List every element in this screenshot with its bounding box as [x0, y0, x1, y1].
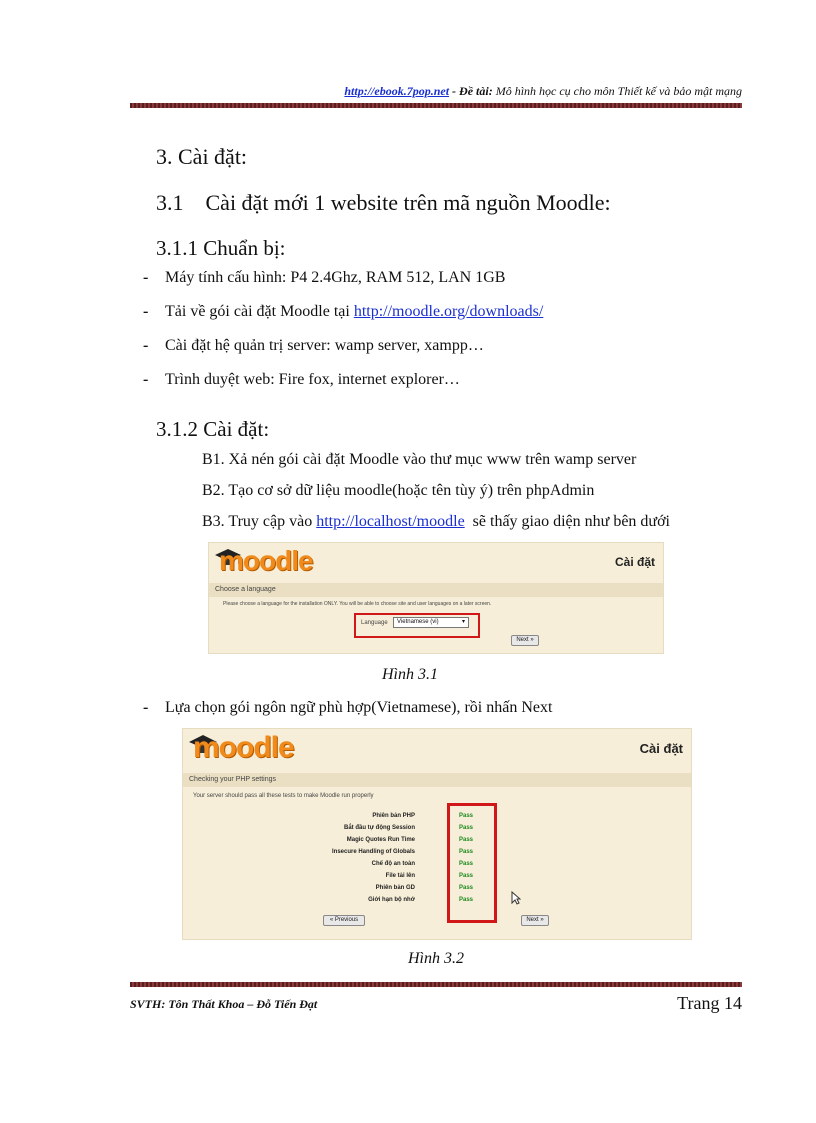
bullet-dash: - [143, 337, 149, 354]
figure-3-1-screenshot [208, 542, 664, 654]
check-status: Pass [459, 897, 474, 903]
check-label: File tải lên [385, 873, 415, 879]
check-label: Phiên bản GD [375, 885, 415, 891]
header-topic-label: Đề tài: [459, 84, 493, 98]
check-status: Pass [459, 837, 474, 843]
step-b3-suffix: sẽ thấy giao diện như bên dưới [464, 513, 670, 530]
page-number: Trang 14 [677, 993, 742, 1013]
mouse-cursor-icon [511, 891, 521, 905]
check-status: Pass [459, 861, 474, 867]
list-item-text: Máy tính cấu hình: P4 2.4Ghz, RAM 512, LAN 1GB [165, 269, 506, 286]
figure-3-2-caption: Hình 3.2 [408, 950, 464, 967]
figure-1-band [209, 583, 663, 597]
heading-3-1: 3.1 Cài đặt mới 1 website trên mã nguồn Moodle: [156, 190, 611, 215]
list-item [143, 699, 552, 717]
check-status: Pass [459, 873, 474, 879]
bullet-dash: - [143, 269, 149, 286]
heading-3-1-2: 3.1.2 Cài đặt: [156, 417, 270, 441]
header-url-link[interactable]: http://ebook.7pop.net [344, 84, 450, 98]
step-b2: B2. Tạo cơ sở dữ liệu moodle(hoặc tên tùy ý) trên phpAdmin [202, 482, 595, 499]
figure-2-band [183, 773, 691, 787]
figure-2-instruction: Your server should pass all these tests to make Moodle run properly [193, 793, 374, 799]
footer-author: SVTH: Tôn Thất Khoa – Đỗ Tiến Đạt [130, 997, 318, 1011]
heading-3-1-1: 3.1.1 Chuẩn bị: [156, 236, 286, 260]
figure-3-2-screenshot [182, 728, 692, 940]
list-item-text: Trình duyệt web: Fire fox, internet explorer… [165, 371, 460, 388]
list-item [143, 337, 484, 355]
figure-1-title: Cài đặt [614, 555, 655, 569]
moodle-download-link[interactable]: http://moodle.org/downloads/ [353, 303, 544, 320]
php-checks-status [459, 813, 489, 913]
check-label: Giới hạn bộ nhớ [368, 897, 415, 903]
list-item-text: Lựa chọn gói ngôn ngữ phù hợp(Vietnamese), rồi nhấn Next [165, 699, 553, 716]
next-button[interactable]: Next » [511, 635, 539, 646]
bullet-dash: - [143, 371, 149, 388]
language-select-value: Vietnamese (vi) [397, 619, 439, 625]
next-button[interactable]: Next » [521, 915, 549, 926]
list-item [143, 303, 543, 321]
check-status: Pass [459, 849, 474, 855]
step-b3 [202, 513, 670, 531]
step-b1: B1. Xả nén gói cài đặt Moodle vào thư mục www trên wamp server [202, 451, 637, 468]
check-label: Chế độ an toàn [371, 861, 415, 867]
list-item [143, 269, 505, 287]
check-status: Pass [459, 813, 474, 819]
figure-1-instruction: Please choose a language for the installation ONLY. You will be able to choose site and user languages on a later screen. [223, 601, 492, 607]
language-select[interactable] [393, 617, 469, 628]
bullet-dash: - [143, 699, 149, 716]
check-status: Pass [459, 825, 474, 831]
figure-1-band-title: Choose a language [215, 586, 276, 593]
chevron-down-icon: ▾ [461, 619, 465, 625]
figure-3-1-caption: Hình 3.1 [382, 666, 438, 683]
moodle-logo: moodle [219, 545, 313, 576]
bullet-dash: - [143, 303, 149, 320]
check-label: Phiên bản PHP [372, 813, 415, 819]
check-status: Pass [459, 885, 474, 891]
header-rule [130, 103, 742, 108]
localhost-moodle-link[interactable]: http://localhost/moodle [316, 513, 465, 530]
page-header [130, 84, 742, 99]
check-label: Magic Quotes Run Time [346, 837, 415, 843]
previous-button[interactable]: « Previous [323, 915, 365, 926]
heading-3: 3. Cài đặt: [156, 144, 248, 169]
list-item-text: Tải về gói cài đặt Moodle tại [165, 303, 354, 320]
list-item [143, 371, 460, 389]
language-label: Language [361, 620, 388, 626]
header-separator: - [449, 84, 460, 98]
php-checks-labels [183, 813, 415, 913]
moodle-logo: moodle [193, 731, 294, 764]
footer-rule [130, 982, 742, 987]
check-label: Bắt đầu tự động Session [343, 825, 415, 831]
step-b3-prefix: B3. Truy cập vào [202, 513, 317, 530]
header-topic: Mô hình học cụ cho môn Thiết kế và bảo mật mạng [495, 84, 742, 98]
figure-2-title: Cài đặt [639, 741, 683, 756]
figure-2-band-title: Checking your PHP settings [189, 776, 277, 783]
check-label: Insecure Handling of Globals [331, 849, 415, 855]
list-item-text: Cài đặt hệ quản trị server: wamp server, xampp… [165, 337, 484, 354]
